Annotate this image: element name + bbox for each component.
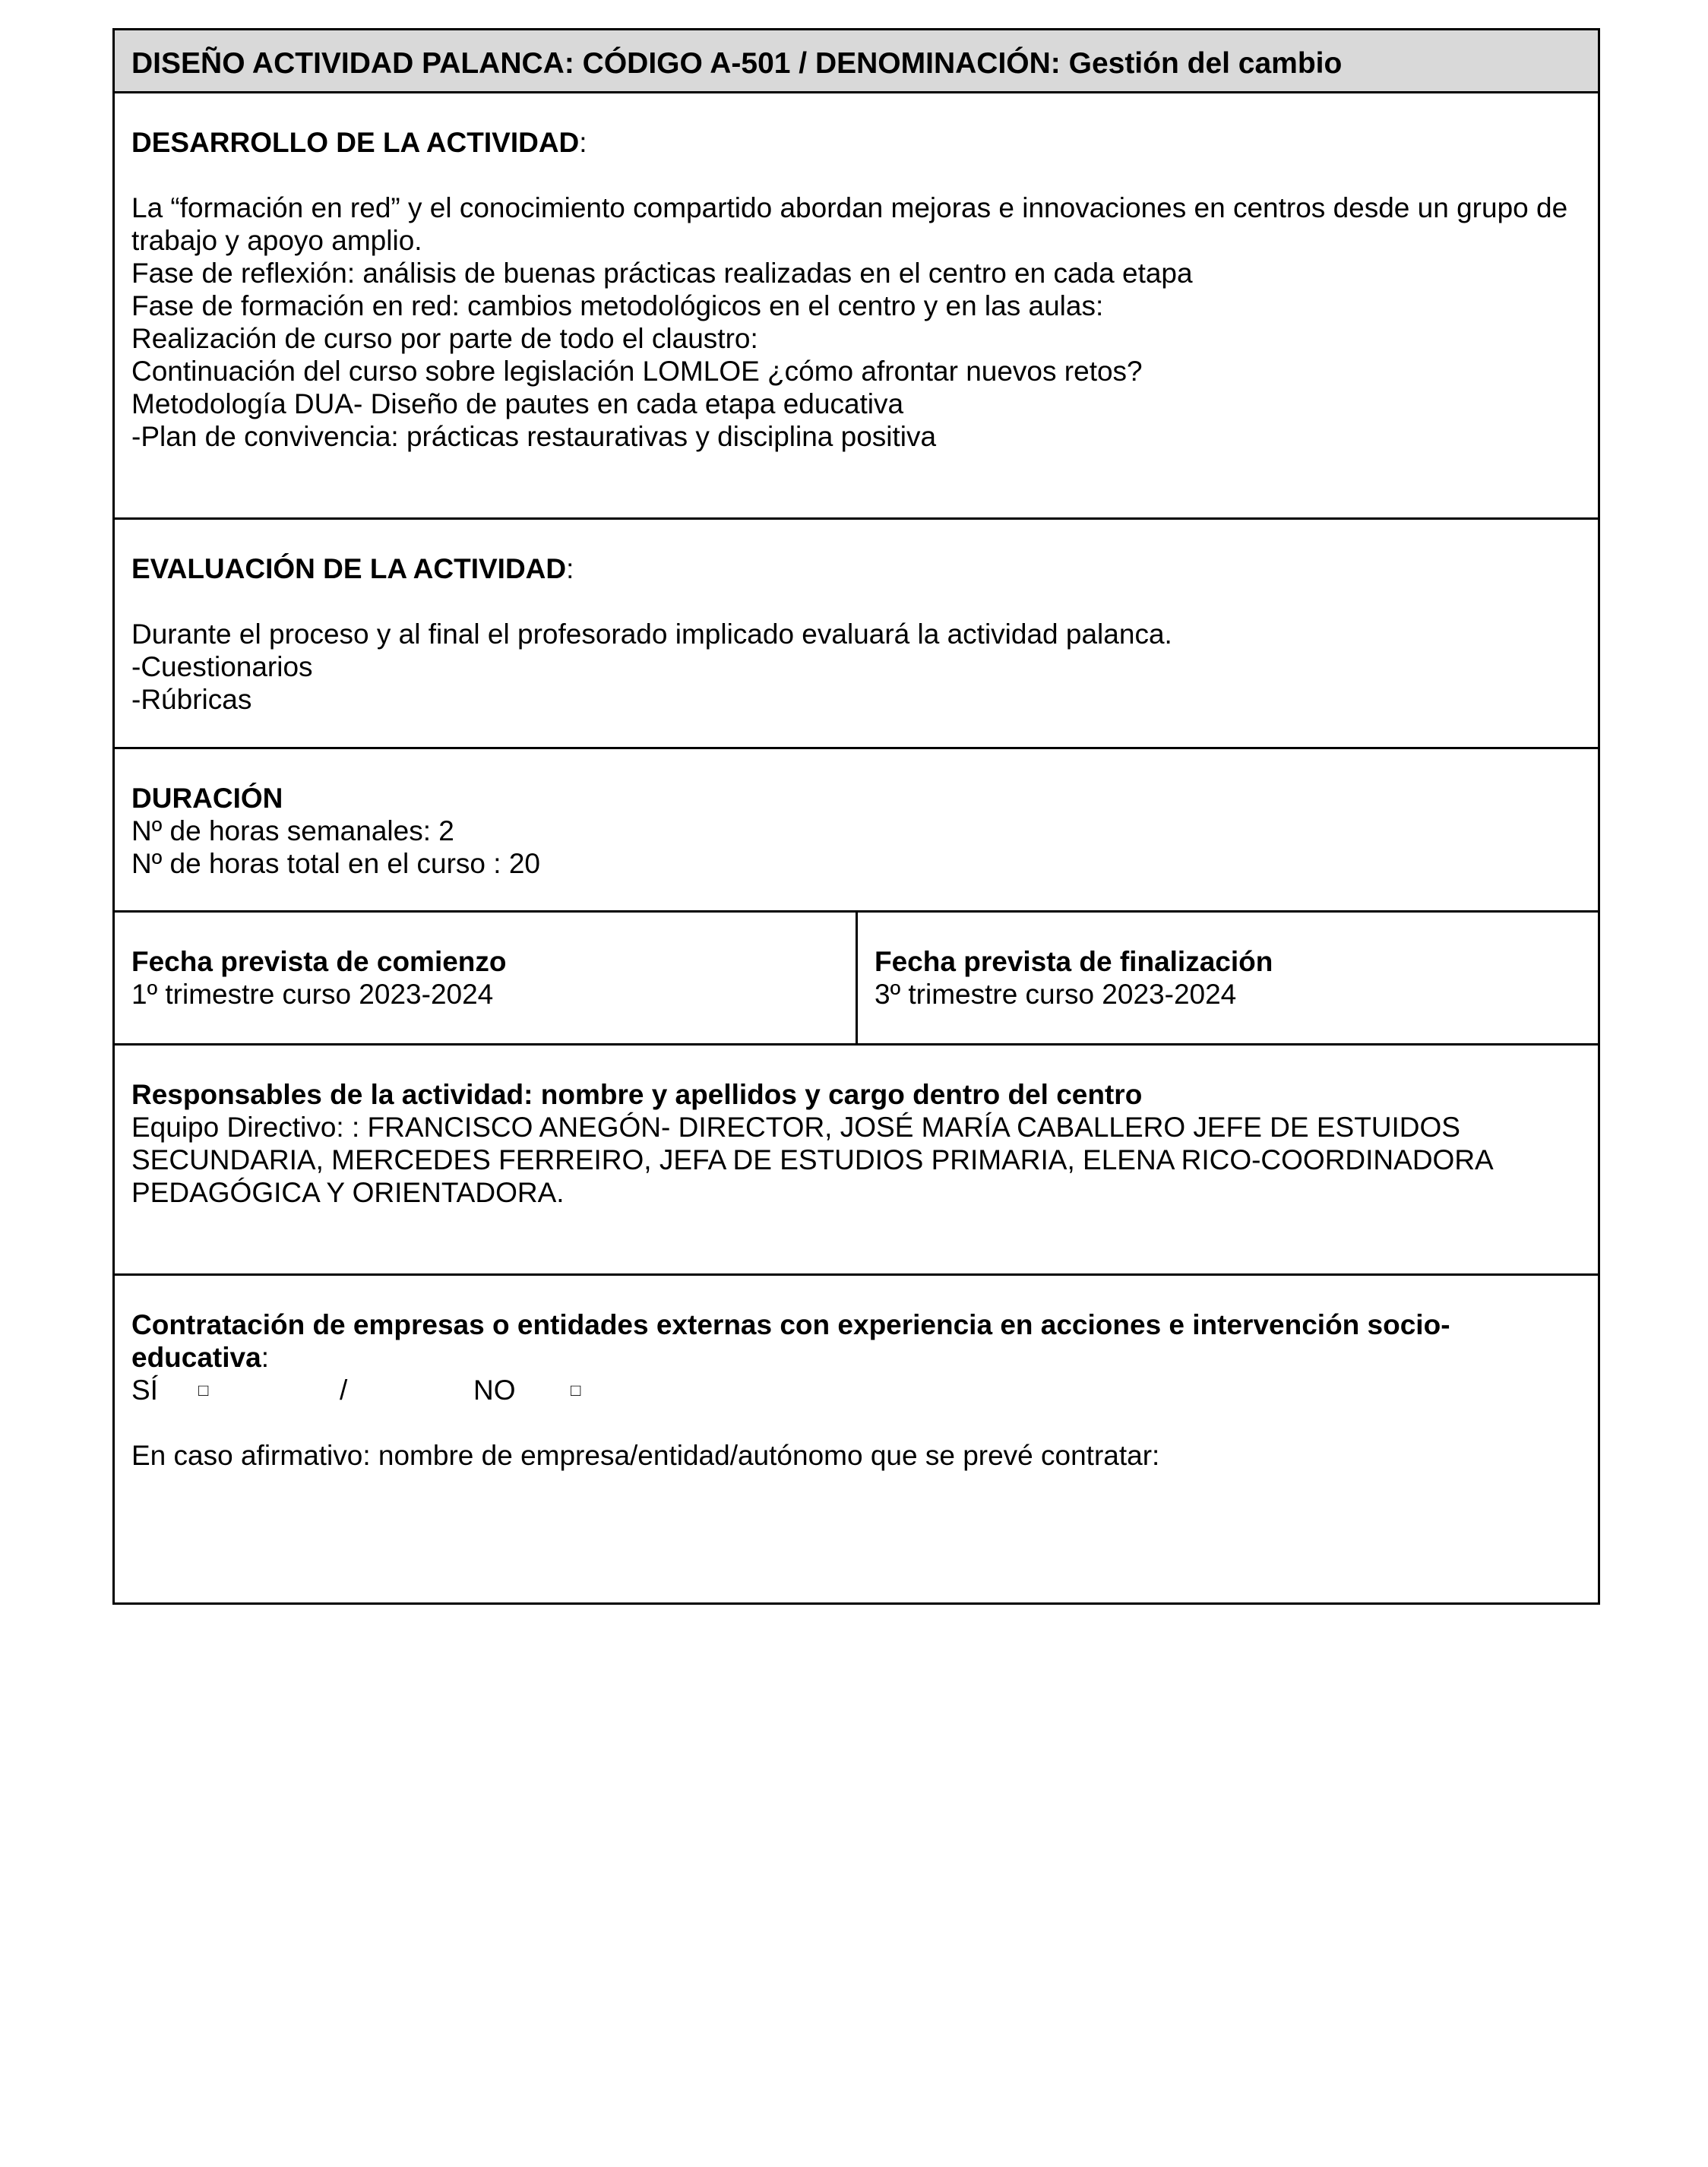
fechas-row bbox=[114, 912, 1599, 1045]
no-label: NO bbox=[473, 1375, 516, 1406]
responsables-heading: Responsables de la actividad: nombre y apellidos y cargo dentro del centro bbox=[131, 1079, 1143, 1110]
desarrollo-row bbox=[114, 93, 1599, 519]
fecha-fin-block bbox=[875, 913, 1581, 1011]
evaluacion-body bbox=[131, 618, 1581, 716]
contratacion-heading-cont: educativa bbox=[131, 1342, 261, 1373]
fecha-fin-heading: Fecha prevista de finalización bbox=[875, 946, 1273, 977]
title-row bbox=[114, 30, 1599, 93]
desarrollo-heading-line bbox=[131, 93, 1581, 159]
responsables-block bbox=[131, 1046, 1581, 1209]
responsables-line: PEDAGÓGICA Y ORIENTADORA. bbox=[131, 1177, 565, 1208]
desarrollo-line: Metodología DUA- Diseño de pautes en cada etapa educativa bbox=[131, 388, 904, 419]
desarrollo-line: Continuación del curso sobre legislación LOMLOE ¿cómo afrontar nuevos retos? bbox=[131, 356, 1143, 387]
contratacion-heading-line2 bbox=[131, 1341, 1581, 1374]
desarrollo-cell bbox=[114, 93, 1599, 519]
duracion-cell bbox=[114, 748, 1599, 912]
desarrollo-line: La “formación en red” y el conocimiento compartido abordan mejoras e innovaciones en centros desde un grupo de bbox=[131, 192, 1568, 223]
form-table bbox=[112, 28, 1600, 1605]
responsables-line: SECUNDARIA, MERCEDES FERREIRO, JEFA DE ESTUDIOS PRIMARIA, ELENA RICO-COORDINADORA bbox=[131, 1144, 1494, 1175]
contratacion-heading: Contratación de empresas o entidades externas con experiencia en acciones e intervención socio- bbox=[131, 1309, 1450, 1340]
fecha-inicio-value: 1º trimestre curso 2023-2024 bbox=[131, 979, 494, 1010]
fecha-inicio-block bbox=[131, 913, 839, 1011]
responsables-line: Equipo Directivo: : FRANCISCO ANEGÓN- DIRECTOR, JOSÉ MARÍA CABALLERO JEFE DE ESTUIDOS bbox=[131, 1112, 1460, 1143]
duracion-line: Nº de horas semanales: 2 bbox=[131, 815, 454, 846]
form-title: DISEÑO ACTIVIDAD PALANCA: CÓDIGO A-501 / DENOMINACIÓN: Gestión del cambio bbox=[131, 47, 1343, 80]
evaluacion-line: Durante el proceso y al final el profesorado implicado evaluará la actividad palanca. bbox=[131, 618, 1172, 650]
contratacion-row bbox=[114, 1275, 1599, 1604]
no-checkbox[interactable]: □ bbox=[571, 1381, 581, 1400]
fecha-fin-value: 3º trimestre curso 2023-2024 bbox=[875, 979, 1237, 1010]
title-cell bbox=[114, 30, 1599, 93]
duracion-block bbox=[131, 749, 1581, 880]
fecha-fin-cell bbox=[857, 912, 1599, 1045]
evaluacion-row bbox=[114, 519, 1599, 748]
si-label: SÍ bbox=[131, 1375, 158, 1406]
desarrollo-line: Realización de curso por parte de todo el claustro: bbox=[131, 323, 758, 354]
si-no-separator: / bbox=[340, 1375, 348, 1406]
desarrollo-line: trabajo y apoyo amplio. bbox=[131, 225, 422, 256]
evaluacion-line: -Cuestionarios bbox=[131, 651, 313, 682]
desarrollo-heading: DESARROLLO DE LA ACTIVIDAD bbox=[131, 127, 580, 158]
evaluacion-heading-line bbox=[131, 520, 1581, 585]
duracion-row bbox=[114, 748, 1599, 912]
desarrollo-body bbox=[131, 191, 1581, 453]
activity-design-form bbox=[112, 28, 1598, 1605]
fecha-inicio-cell bbox=[114, 912, 857, 1045]
responsables-row bbox=[114, 1045, 1599, 1275]
si-no-options bbox=[131, 1374, 1581, 1406]
duracion-heading: DURACIÓN bbox=[131, 783, 283, 814]
duracion-line: Nº de horas total en el curso : 20 bbox=[131, 848, 540, 879]
afirmativo-text: En caso afirmativo: nombre de empresa/entidad/autónomo que se prevé contratar: bbox=[131, 1440, 1160, 1471]
responsables-cell bbox=[114, 1045, 1599, 1275]
evaluacion-line: -Rúbricas bbox=[131, 684, 252, 715]
si-checkbox[interactable]: □ bbox=[198, 1381, 209, 1400]
evaluacion-cell bbox=[114, 519, 1599, 748]
contratacion-cell bbox=[114, 1275, 1599, 1604]
fecha-inicio-heading: Fecha prevista de comienzo bbox=[131, 946, 507, 977]
evaluacion-heading: EVALUACIÓN DE LA ACTIVIDAD bbox=[131, 553, 567, 584]
desarrollo-line: -Plan de convivencia: prácticas restaurativas y disciplina positiva bbox=[131, 421, 937, 452]
desarrollo-heading-colon: : bbox=[579, 127, 587, 158]
evaluacion-heading-colon: : bbox=[566, 553, 574, 584]
desarrollo-line: Fase de formación en red: cambios metodológicos en el centro y en las aulas: bbox=[131, 290, 1104, 321]
contratacion-heading-colon: : bbox=[261, 1342, 269, 1373]
desarrollo-line: Fase de reflexión: análisis de buenas prácticas realizadas en el centro en cada etapa bbox=[131, 258, 1193, 289]
contratacion-block bbox=[131, 1276, 1581, 1472]
